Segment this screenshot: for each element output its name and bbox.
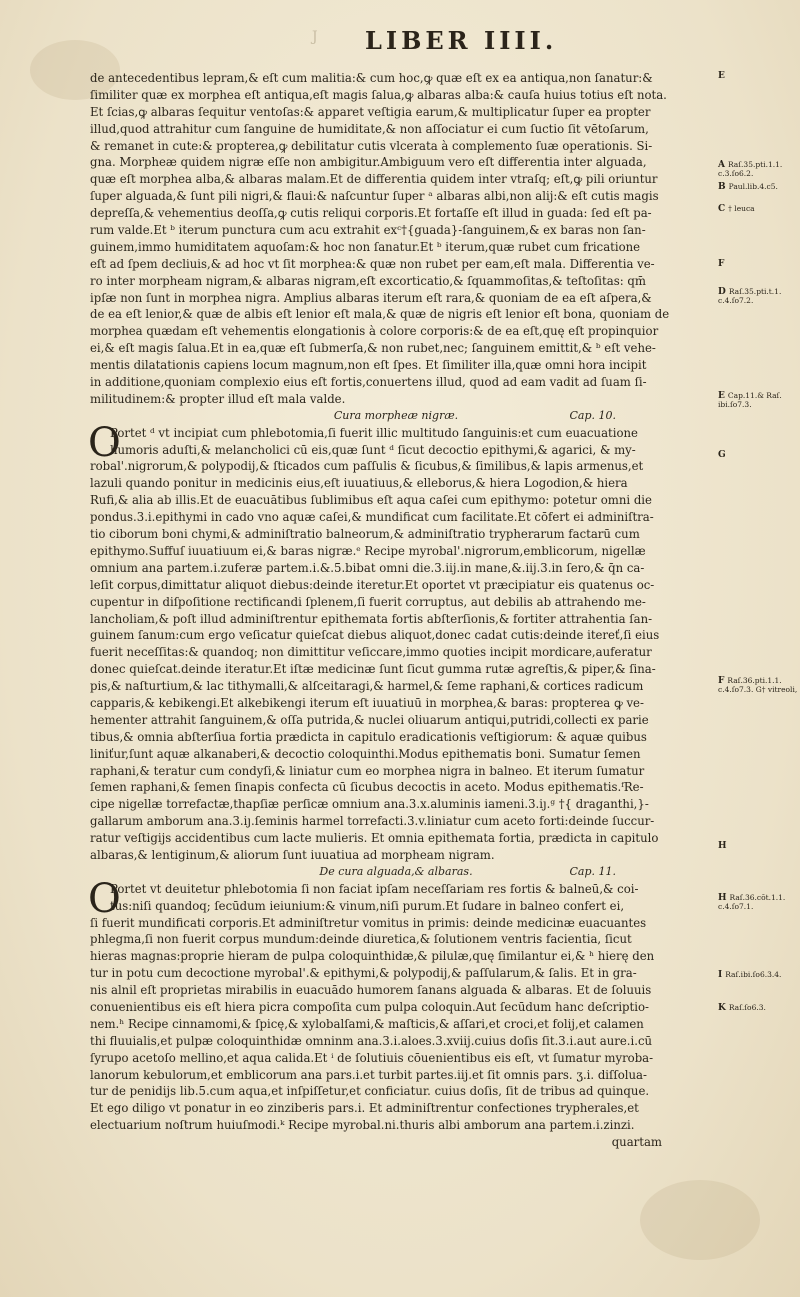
- text-line: capparis,& kebikengi.Et alkebikengi iterum eſt iuuatiuū in morphea,& baras: propterea ꝙ ve-: [90, 695, 644, 710]
- text-line: mentis dilatationis capiens locum magnum,non eſt ſpes. Et ſimiliter illa,quæ omni hora incipit: [90, 358, 647, 373]
- text-line: liniťur,ſunt aquæ alkanaberi,& decoctio coloquinthi.Modus epithematis boni. Sumatur ſemen: [90, 746, 641, 761]
- margin-note-letter: G: [718, 450, 726, 460]
- margin-note-text: † leuca: [728, 204, 755, 213]
- running-header: [0, 26, 800, 66]
- chapter-11-text: [88, 875, 702, 1134]
- chapter-10-initial: O: [88, 419, 121, 466]
- text-line: ipſæ non ſunt in morphea nigra. Amplius albaras iterum eſt rara,& quoniam de ea eſt aſpera,&: [90, 290, 652, 305]
- text-line: humoris aduſti,& melancholici cū eis,quæ ſunt ᵈ ſicut decoctio epithymi,& agarici, & my-: [110, 442, 636, 457]
- text-line: albaras,& lentiginum,& aliorum ſunt iuuatiua ad morpheam nigram.: [90, 847, 495, 862]
- text-line: tur de penidijs lib.5.cum aqua,et inſpiſſetur,et conficiatur. cuius doſis, ſit de tribus ad quinque.: [90, 1084, 650, 1099]
- text-line: Et ſcias,ꝙ albaras ſequitur ventoſas:& apparet veſtigia earum,& multiplicatur ſuper ea propter: [90, 104, 651, 119]
- page-title: LIBER IIII.: [365, 26, 558, 55]
- margin-note-text: Raſ.36.pti.1.1. c.4.ſo7.3. G† vitreoli,: [718, 676, 798, 694]
- margin-note-letter: C: [718, 204, 726, 214]
- margin-note: [718, 842, 800, 851]
- margin-note-text: Raſ.35.pti.t.1. c.4.ſo7.2.: [718, 287, 782, 305]
- text-line: nis alnil eſt proprietas mirabilis in euacuādo humorem ſanans alguada & albaras. Et de ſoluuis: [90, 983, 652, 998]
- catchword: quartam: [611, 1135, 662, 1150]
- margin-note: [718, 677, 800, 694]
- text-line: gallarum amborum ana.3.iȷ.ſeminis harmel torrefacti.3.v.liniatur cum aceto forti:deinde ſuccur-: [90, 814, 655, 829]
- signature-mark: J: [312, 29, 318, 45]
- text-line: Et ego diligo vt ponatur in eo zinziberis pars.i. Et adminiſtrentur confectiones trypherales,et: [90, 1101, 639, 1116]
- margin-note: [718, 288, 800, 305]
- text-line: fuerit neceſſitas:& quandoq; non dimittitur veſiccare,immo quoties incipit mordicare,auferatur: [90, 645, 652, 660]
- chapter-11-title: De cura alguada,& albaras.: [319, 864, 473, 878]
- margin-note-letter: H: [718, 841, 727, 851]
- chapter-11-heading: [90, 864, 702, 881]
- text-line: hementer attrahit ſanguinem,& oſſa putrida,& nuclei oliuarum antiqui,putridi,collecti ex parie: [90, 712, 649, 727]
- text-line: in additione,quoniam complexio eius eſt fortis,conuertens illud, quod ad eam vadit ad ſuam ſi-: [90, 375, 647, 390]
- text-line: conuenientibus eis eſt hiera picra compoſita cum pulpa coloquin.Aut ſecūdum hanc deſcriptio-: [90, 999, 649, 1014]
- text-line: morphea quædam eſt vehementis elongationis à colore corporis:& de ea eſt,quę eſt propinquior: [90, 324, 659, 339]
- text-line: ſemen raphani,& ſemen ſinapis confecta cū ſicubus decoctis in aceto. Modus epithematis.ᶠRe-: [90, 780, 644, 795]
- chapter-10-text: [88, 419, 702, 864]
- text-line: ſuper alguada,& ſunt pili nigri,& flaui:& naſcuntur ſuper ᵃ albaras albi,non alij:& eſt cutis magis: [90, 189, 659, 204]
- text-line: thi fluuialis,et pulpæ coloquinthidæ omninm ana.3.i.aloes.3.xviij.cuius doſis ſit.3.i.aut aure.i.cū: [90, 1033, 653, 1048]
- margin-note: [718, 72, 800, 81]
- text-line: ei,& eſt magis ſalua.Et in ea,quæ eſt ſubmerſa,& non rubet,nec; ſanguinem emittit,& ᵇ eſt vehe-: [90, 341, 656, 356]
- margin-note-letter: E: [718, 71, 725, 81]
- margin-note: [718, 392, 800, 409]
- text-line: hieras magnas:proprie hieram de pulpa coloquinthidæ,& pilulæ,quę ſimilantur ei,& ʰ hierę den: [90, 949, 655, 964]
- text-line: Rufi,& alia ab illis.Et de euacuātibus ſublimibus eſt aqua caſei cum epithymo: potetur omni die: [90, 493, 652, 508]
- margin-note-text: Raſ.36.cōt.1.1. c.4.ſo7.1.: [718, 893, 786, 911]
- text-line: tus:niſi quandoq; ſecūdum ieiunium:& vinum,niſi purum.Et ſudare in balneo confert ei,: [110, 898, 625, 913]
- margin-note: [718, 161, 800, 178]
- margin-note-letter: F: [718, 676, 725, 686]
- margin-note-letter: A: [718, 160, 725, 170]
- margin-note-letter: B: [718, 182, 726, 192]
- chapter-10-number: Cap. 10.: [569, 408, 616, 422]
- margin-note-letter: E: [718, 391, 725, 401]
- text-line: cupentur in diſpoſitione rectificandi ſplenem,ſi fuerit corruptus, aut debilis ab attrahendo me-: [90, 594, 646, 609]
- text-line: ro inter morpheam nigram,& albaras nigram,eſt excorticatio,& ſquammoſitas,& teſtoſitas: qm̄: [90, 273, 646, 288]
- text-line: pondus.3.i.epithymi in cado vno aquæ caſei,& mundificat cum facilitate.Et cōfert ei adminiſtra-: [90, 510, 654, 525]
- margin-notes: [718, 0, 800, 1297]
- margin-note: [718, 971, 800, 980]
- text-line: donec quieſcat.deinde iteratur.Et iſtæ medicinæ ſunt ſicut gumma rutæ agreſtis,& piper,& ſina-: [90, 662, 656, 677]
- chapter-11-number: Cap. 11.: [569, 864, 616, 878]
- intro-paragraph: [90, 70, 702, 408]
- margin-note-letter: D: [718, 287, 726, 297]
- text-line: guinem ſanum:cum ergo veſicatur quieſcat diebus aliquot,donec cadat cutis:deinde itereť,ſi eius: [90, 628, 660, 643]
- margin-note-letter: K: [718, 1003, 726, 1013]
- text-line: ſyrupo acetoſo mellino,et aqua calida.Et ⁱ de ſolutiuis cōuenientibus eis eſt, vt ſumatur myroba-: [90, 1050, 654, 1065]
- chapter-10-heading: [90, 408, 702, 425]
- text-line: phlegma,ſi non fuerit corpus mundum:deinde diuretica,& ſolutionem ventris facientia, ſicut: [90, 932, 632, 947]
- text-line: rum valde.Et ᵇ iterum punctura cum acu extrahit exᶜ†{guada}-ſanguinem,& ex baras non ſan-: [90, 223, 646, 238]
- text-line: tibus,& omnia abſterſiua fortia prædicta in capitulo eradicationis veſtigiorum: & aquæ quibus: [90, 729, 647, 744]
- text-line: quæ eſt morphea alba,& albaras malam.Et de differentia quidem inter vtraſq; eſt,ꝙ pili oriuntur: [90, 172, 658, 187]
- text-line: illud,quod attrahitur cum ſanguine de humiditate,& non aſſociatur ei cum ſuctio ſit vētoſarum,: [90, 121, 649, 136]
- text-line: robal'.nigrorum,& polypodij,& ſticados cum paſſulis & ſicubus,& ſimilibus,& lapis armenus,et: [90, 459, 644, 474]
- margin-note-text: Paul.lib.4.c5.: [728, 182, 778, 191]
- text-line: epithymo.Suffuſ iuuatiuum ei,& baras nigræ.ᵉ Recipe myrobal'.nigrorum,emblicorum, nigellæ: [90, 543, 646, 558]
- margin-note: [718, 205, 800, 214]
- text-line: electuarium noſtrum huiuſmodi.ᵏ Recipe myrobal.ni.thuris albi amborum ana partem.i.zinzi.: [90, 1118, 635, 1133]
- margin-note-letter: I: [718, 970, 723, 980]
- text-line: eſt ad ſpem decliuis,& ad hoc vt ſit morphea:& quæ non rubet per eam,eſt mala. Differentia ve-: [90, 256, 655, 271]
- margin-note: [718, 451, 800, 460]
- text-line: lancholiam,& poſt illud adminiſtrentur epithemata fortis abſterſionis,& fortiter attrahentia ſan-: [90, 611, 653, 626]
- margin-note: [718, 183, 800, 192]
- margin-note: [718, 260, 800, 269]
- text-line: & remanet in cute:& propterea,ꝙ debilitatur cutis vlcerata à complemento ſuæ operationis. Si-: [90, 138, 653, 153]
- margin-note: [718, 1004, 800, 1013]
- text-line: nem.ʰ Recipe cinnamomi,& ſpicę,& xylobalſami,& maſticis,& aſſari,et croci,et folij,et calamen: [90, 1016, 644, 1031]
- text-line: pis,& naſturtium,& lac tithymalli,& alſceitaragi,& harmel,& ſeme raphani,& cortices radicum: [90, 679, 644, 694]
- chapter-10-title: Cura morpheæ nigræ.: [333, 408, 459, 422]
- text-line: lazuli quando ponitur in medicinis eius,eſt iuuatiuus,& elleborus,& hiera Logodion,& hiera: [90, 476, 628, 491]
- margin-note-letter: F: [718, 259, 725, 269]
- text-line: de antecedentibus lepram,& eſt cum malitia:& cum hoc,ꝙ quæ eſt ex ea antiqua,non ſanatur:&: [90, 71, 653, 85]
- margin-note-text: Raſ.35.pti.1.1. c.3.ſo6.2.: [718, 160, 783, 178]
- text-line: gna. Morpheæ quidem nigræ eſſe non ambigitur.Ambiguum vero eſt differentia inter alguada,: [90, 155, 647, 170]
- text-line: leſit corpus,dimittatur aliquot diebus:deinde iteretur.Et oportet vt præcipiatur eis quatenus oc-: [90, 577, 655, 592]
- margin-note: [718, 894, 800, 911]
- chapter-11-initial: O: [88, 875, 121, 922]
- margin-note-text: Raſ.ibi.ſo6.3.4.: [725, 970, 782, 979]
- text-line: tio ciborum boni chymi,& adminiſtratio balneorum,& adminiſtratio trypherarum factarū cum: [90, 527, 640, 542]
- margin-note-text: Raſ.ſo6.3.: [728, 1003, 766, 1012]
- text-line: Portet ᵈ vt incipiat cum phlebotomia,ſi fuerit illic multitudo ſanguinis:et cum euacuatione: [110, 425, 638, 440]
- text-line: raphani,& teratur cum condyſi,& liniatur cum eo morphea nigra in balneo. Et iterum ſumatur: [90, 763, 645, 778]
- text-line: guinem,immo humiditatem aquoſam:& hoc non ſanatur.Et ᵇ iterum,quæ rubet cum fricatione: [90, 239, 641, 254]
- text-line: tur in potu cum decoctione myrobal'.& epithymi,& polypodij,& paſſularum,& ſalis. Et in gra-: [90, 966, 637, 981]
- text-line: depreſſa,& vehementius deoſſa,ꝙ cutis reliqui corporis.Et fortaſſe eſt illud in guada: ſed eſt pa-: [90, 206, 652, 221]
- text-line: ſimiliter quæ ex morphea eſt antiqua,eſt magis ſalua,ꝙ albaras alba:& cauſa huius totius eſt nota.: [90, 87, 667, 102]
- main-text-block: [90, 70, 702, 1151]
- text-line: ratur veſtigijs accidentibus cum lacte mulieris. Et omnia epithemata fortia, prædicta in capitulo: [90, 831, 659, 846]
- text-line: ſi fuerit mundificati corporis.Et adminiſtretur vomitus in primis: deinde medicinæ euacuantes: [90, 915, 647, 930]
- text-line: cipe nigellæ torrefactæ,thapſiæ perſicæ omnium ana.3.x.aluminis iameni.3.iȷ.ᵍ †{ draganthi,}-: [90, 797, 649, 812]
- text-line: omnium ana partem.i.zuferæ partem.i.&.5.bibat omni die.3.iij.in mane,&.iij.3.in ſero,& q̄n ca-: [90, 560, 645, 575]
- text-line: Portet vt deuitetur phlebotomia ſi non faciat ipſam neceſſariam res fortis & balneū,& coi-: [110, 881, 639, 896]
- text-line: lanorum kebulorum,et emblicorum ana pars.i.et turbit partes.iij.et ſit omnis pars. ʒ.i. diſſolua-: [90, 1067, 647, 1082]
- text-line: militudinem:& propter illud eſt mala valde.: [90, 391, 346, 406]
- margin-note-letter: H: [718, 893, 727, 903]
- text-line: de ea eſt lenior,& quæ de albis eſt lenior eſt mala,& quæ de nigris eſt lenior eſt bona, quoniam de: [90, 307, 670, 322]
- margin-note-text: Cap.11.& Raſ. ibi.ſo7.3.: [718, 391, 782, 409]
